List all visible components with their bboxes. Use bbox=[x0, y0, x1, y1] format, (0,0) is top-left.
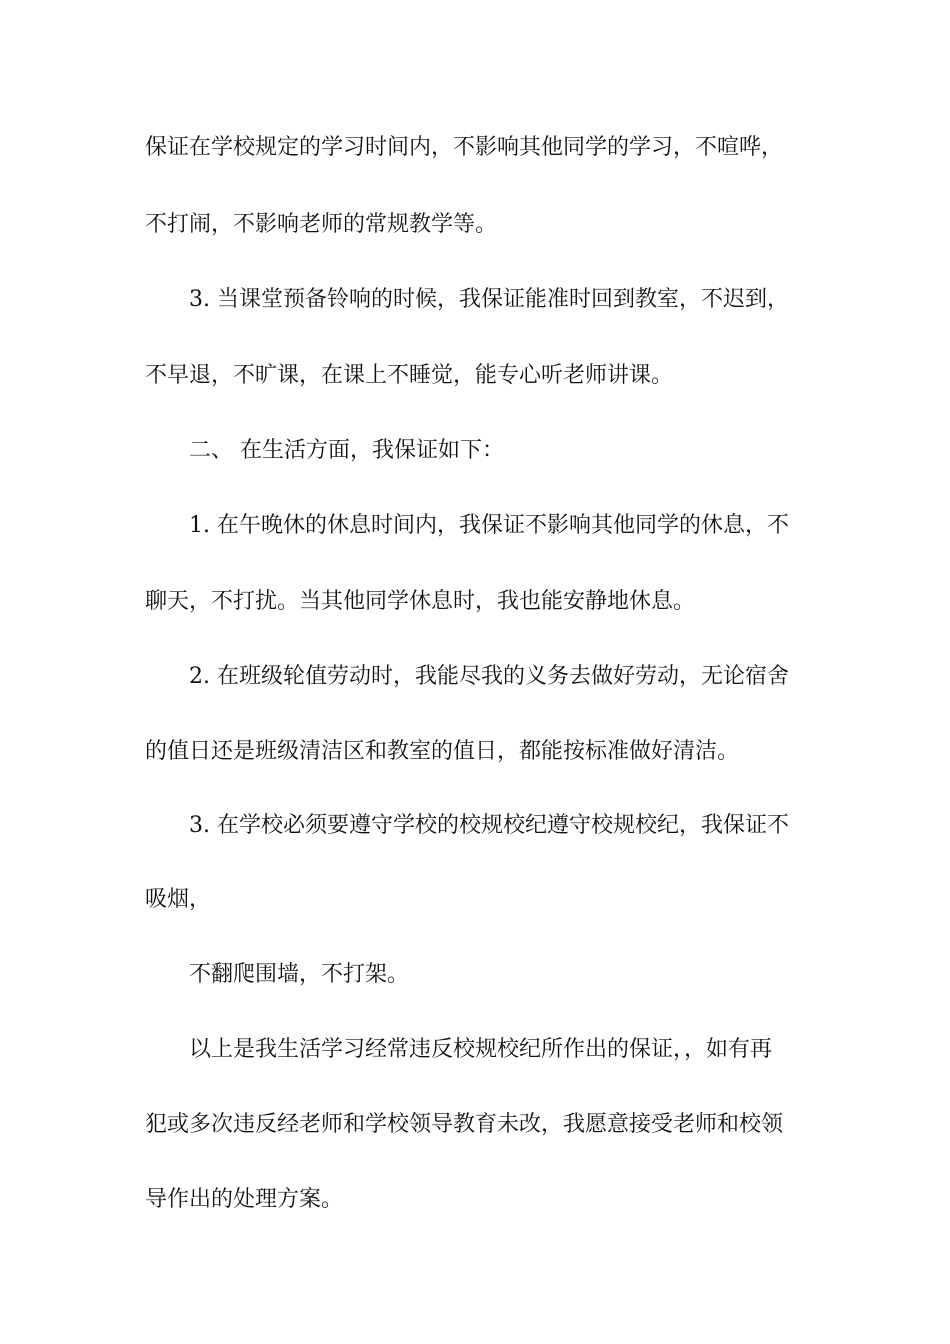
text-line: 犯或多次违反经老师和学校领导教育未改，我愿意接受老师和校领 bbox=[145, 1112, 784, 1137]
numbered-item: 3. 在学校必须要遵守学校的校规校纪遵守校规校纪，我保证不 bbox=[189, 813, 789, 838]
text-line: 不打闹，不影响老师的常规教学等。 bbox=[145, 212, 498, 237]
section-heading: 二、 在生活方面，我保证如下： bbox=[189, 438, 504, 463]
text-line: 导作出的处理方案。 bbox=[145, 1187, 344, 1212]
text-line: 聊天，不打扰。当其他同学休息时，我也能安静地休息。 bbox=[145, 589, 696, 614]
text-line: 吸烟， bbox=[145, 887, 212, 912]
paragraph-line: 以上是我生活学习经常违反校规校纪所作出的保证，，如有再 bbox=[189, 1037, 773, 1062]
numbered-item: 2. 在班级轮值劳动时，我能尽我的义务去做好劳动，无论宿舍 bbox=[189, 664, 789, 689]
numbered-item: 3. 当课堂预备铃响的时候，我保证能准时回到教室，不迟到， bbox=[189, 287, 789, 312]
text-line: 保证在学校规定的学习时间内，不影响其他同学的学习，不喧哗， bbox=[145, 135, 784, 160]
numbered-item: 1. 在午晚休的休息时间内，我保证不影响其他同学的休息，不 bbox=[189, 513, 789, 538]
text-line: 不早退，不旷课，在课上不睡觉，能专心听老师讲课。 bbox=[145, 363, 674, 388]
text-line: 的值日还是班级清洁区和教室的值日，都能按标准做好清洁。 bbox=[145, 739, 740, 764]
text-line: 不翻爬围墙，不打架。 bbox=[189, 962, 410, 987]
